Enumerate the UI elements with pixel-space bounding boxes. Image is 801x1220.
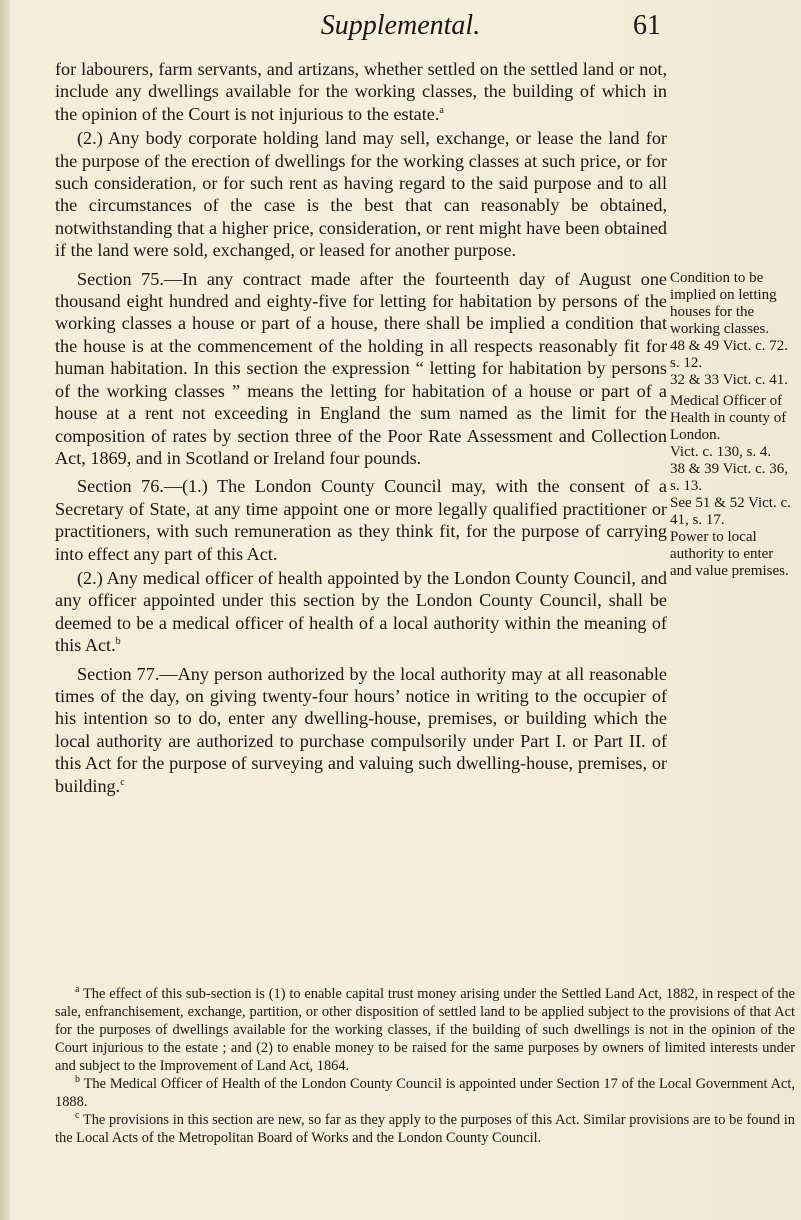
main-text: [55, 58, 667, 797]
paragraph-section-77: Section 77.—Any person authorized by the local authority may at all reasonable times of the day, on giving twenty-four hours’ notice in writing to the occupier of his intention so to do, enter any dwelling-house, premises, or building which the local authority are authorized to purchase compulsorily under Part I. or Part II. of this Act for the purpose of surveying and valuing such dwelling-house, premises, or building.$^c$: [55, 663, 667, 796]
paragraph-subsection-2: (2.) Any body corporate holding land may sell, exchange, or lease the land for the purpose of the erection of dwellings for the working classes at such price, or for such consideration, or for such rent as having regard to the said purpose and to all the circumstances of the case is the best that can reasonably be obtained, notwithstanding that a higher price, consideration, or rent might have been obtained if the land were sold, exchanged, or leased for another purpose.: [55, 128, 667, 261]
paragraph-section-76-2: (2.) Any medical officer of health appointed by the London County Council, and any officer appointed under this section by the London County Council, shall be deemed to be a medical officer of health of a local authority within the meaning of this Act.$^b$: [55, 567, 667, 656]
footnote: $^a$ The effect of this sub-section is (1) to enable capital trust money arising under the Settled Land Act, 1882, in respect of the sale, enfranchisement, exchange, partition, or other disposition of settled land to be applied subject to the provisions of that Act for the purposes of dwellings available for the working classes, if the building of such dwellings is not in the opinion of the Court injurious to the estate ; and (2) to enable money to be raised for the same purposes by owners of limited interests under and subject to the Improvement of Land Act, 1864.: [55, 984, 795, 1074]
paragraph-section-75: Section 75.—In any contract made after the fourteenth day of August one thousand eight hundred and eighty-five for letting for habitation by persons of the working classes a house or part of a house, there shall be implied a condition that the house is at the commencement of the holding in all respects reasonably fit for human habitation. In this section the expression “ letting for habitation by persons of the working classes ” means the letting for habitation of a house or part of a house at a rent not exceeding in England the sum named as the limit for the composition of rates by section three of the Poor Rate Assessment and Collection Act, 1869, and in Scotland or Ireland four pounds.: [55, 268, 667, 468]
margin-note: 32 & 33 Vict. c. 41.: [670, 372, 788, 388]
paragraph-continuation: for labourers, farm servants, and artizans, whether settled on the settled land or not, include any dwellings available for the working classes, the building of which in the opinion of the Court is not injurious to the estate.$^a$: [55, 59, 667, 124]
margin-note: 48 & 49 Vict. c. 72. s. 12.: [670, 338, 788, 371]
footnote-ref-c: c: [120, 776, 125, 788]
margin-note: Power to local authority to enter and value premises.: [670, 529, 789, 579]
running-head: Supplemental.: [320, 10, 481, 41]
margin-note: Medical Officer of Health in county of London.: [670, 393, 787, 443]
margin-note: Condition to be implied on letting houses for the working classes.: [670, 270, 777, 337]
paragraph-section-76: Section 76.—(1.) The London County Council may, with the consent of a Secretary of State, at any time appoint one or more legally qualified practitioner or practitioners, with such remuneration as they think fit, for the purpose of carrying into effect any part of this Act.: [55, 476, 667, 564]
margin-notes: [670, 270, 798, 580]
footnote: $^b$ The Medical Officer of Health of the London County Council is appointed under Section 17 of the Local Government Act, 1888.: [55, 1074, 795, 1110]
margin-note: 38 & 39 Vict. c. 36, s. 13.: [670, 461, 788, 494]
margin-note: See 51 & 52 Vict. c. 41, s. 17.: [670, 495, 791, 528]
footnote-ref-a: a: [439, 104, 444, 116]
footnote: $^c$ The provisions in this section are new, so far as they apply to the purposes of this Act. Similar provisions are to be found in the Local Acts of the Metropolitan Board of Works and the London County Council.: [55, 1110, 795, 1146]
footnotes: [55, 985, 795, 1147]
page-header: [0, 8, 801, 48]
footnote-ref-b: b: [115, 636, 121, 648]
page-number: 61: [633, 10, 661, 41]
page-gutter: [0, 0, 10, 1220]
margin-note: Vict. c. 130, s. 4.: [670, 444, 772, 460]
